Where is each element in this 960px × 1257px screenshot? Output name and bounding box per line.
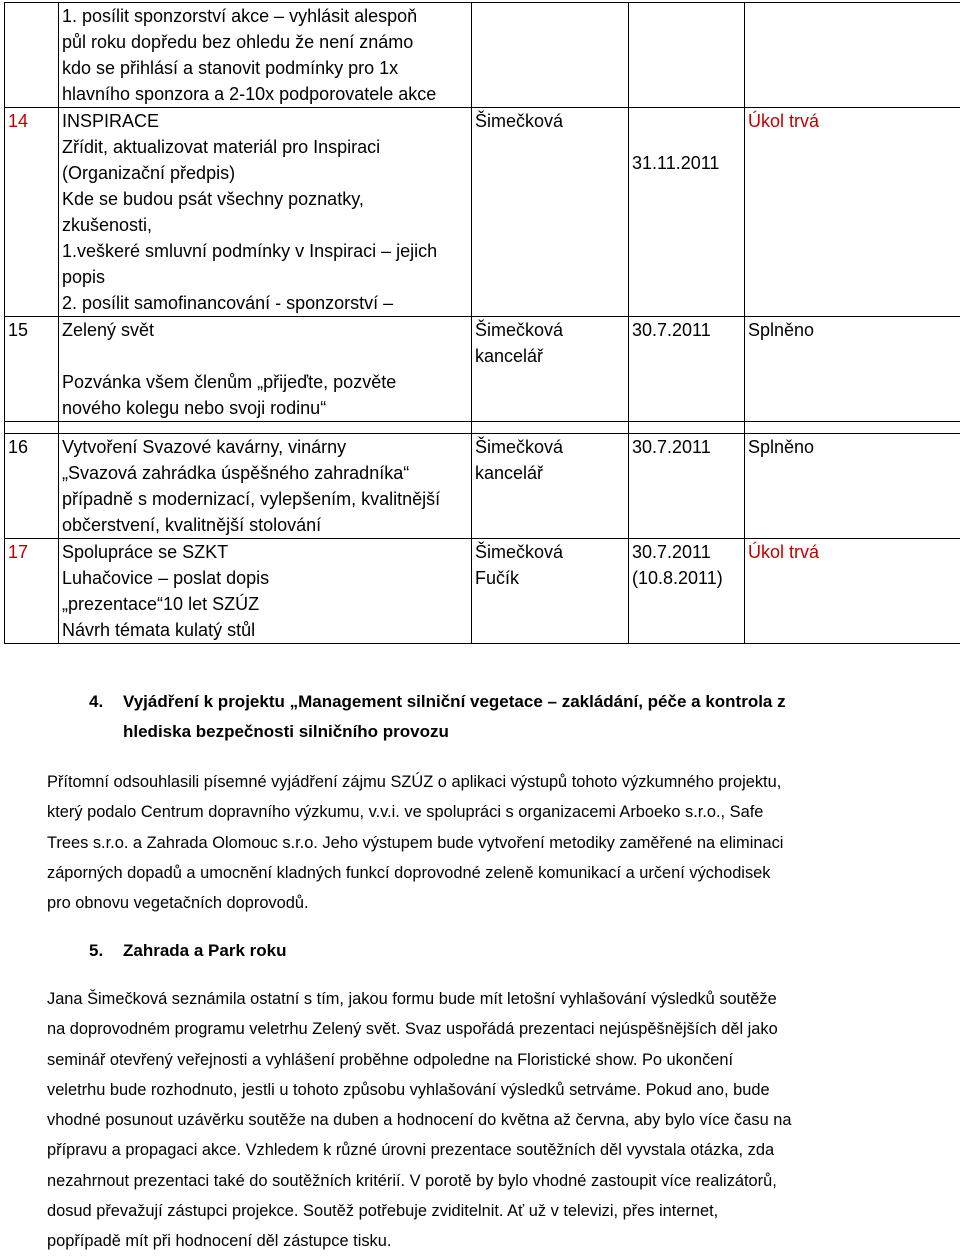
- paragraph-line: Jana Šimečková seznámila ostatní s tím, jakou formu bude mít letošní vyhlašování výsledků soutěže: [47, 984, 913, 1014]
- task-line: nového kolegu nebo svoji rodinu“: [62, 395, 468, 421]
- section-5-title: Zahrada a Park roku: [123, 936, 286, 966]
- table-row: [5, 3, 960, 108]
- task-cell: [59, 434, 472, 539]
- table-row: [5, 434, 960, 539]
- paragraph-line: popřípadě mít při hodnocení děl zástupce tisku.: [47, 1226, 913, 1256]
- task-cell: [59, 108, 472, 317]
- date-cell: [629, 434, 745, 539]
- date-line: 30.7.2011: [632, 539, 741, 565]
- owner-line: Šimečková: [475, 539, 625, 565]
- spacer-cell: [59, 422, 472, 434]
- task-cell: [59, 317, 472, 422]
- owner-cell: [472, 434, 629, 539]
- task-line: Návrh témata kulatý stůl: [62, 617, 468, 643]
- task-cell: [59, 539, 472, 644]
- section-4-number: 4.: [89, 687, 103, 717]
- task-line: Zřídit, aktualizovat materiál pro Inspiraci: [62, 134, 468, 160]
- section-5-paragraph: [47, 984, 913, 1257]
- paragraph-line: který podalo Centrum dopravního výzkumu, v.v.i. ve spolupráci s organizacemi Arboeko s.r.o., Safe: [47, 797, 913, 827]
- owner-cell: [472, 317, 629, 422]
- table-row: [5, 108, 960, 317]
- row-number: 14: [5, 108, 59, 317]
- paragraph-line: Trees s.r.o. a Zahrada Olomouc s.r.o. Jeho výstupem bude vytvoření metodiky zaměřené na eliminaci: [47, 828, 913, 858]
- row-number: 17: [5, 539, 59, 644]
- status-cell: Úkol trvá: [745, 539, 960, 644]
- row-number: [5, 3, 59, 108]
- table-row: [5, 539, 960, 644]
- owner-cell: [472, 3, 629, 108]
- task-line: [62, 343, 468, 369]
- task-line: kdo se přihlásí a stanovit podmínky pro 1x: [62, 55, 468, 81]
- spacer-cell: [745, 422, 960, 434]
- date-line: 30.7.2011: [632, 317, 741, 343]
- task-line: Pozvánka všem členům „přijeďte, pozvěte: [62, 369, 468, 395]
- date-cell: [629, 317, 745, 422]
- section-5-number: 5.: [89, 936, 103, 966]
- table-spacer-row: [5, 422, 960, 434]
- paragraph-line: nezahrnout prezentaci také do soutěžních kritérií. V porotě by bylo vhodné zastoupit více realizátorů,: [47, 1166, 913, 1196]
- status-cell: Splněno: [745, 434, 960, 539]
- table-row: [5, 317, 960, 422]
- date-line: 31.11.2011: [632, 150, 741, 176]
- task-line: Vytvoření Svazové kavárny, vinárny: [62, 434, 468, 460]
- paragraph-line: přípravu a propagaci akce. Vzhledem k různé úrovni prezentace soutěžních děl vyvstala otázka, zda: [47, 1135, 913, 1165]
- task-line: Luhačovice – poslat dopis: [62, 565, 468, 591]
- task-line: zkušenosti,: [62, 212, 468, 238]
- section-4-title-line-1: Vyjádření k projektu „Management silniční vegetace – zakládání, péče a kontrola z: [123, 687, 786, 717]
- spacer-cell: [5, 422, 59, 434]
- task-line: Zelený svět: [62, 317, 468, 343]
- paragraph-line: seminář otevřený veřejnosti a vyhlášení proběhne odpoledne na Floristické show. Po ukončení: [47, 1045, 913, 1075]
- section-4-title-line-2: hlediska bezpečnosti silničního provozu: [123, 717, 786, 747]
- date-cell: [629, 3, 745, 108]
- task-line: „Svazová zahrádka úspěšného zahradníka“: [62, 460, 468, 486]
- spacer-cell: [629, 422, 745, 434]
- status-cell: [745, 3, 960, 108]
- task-line: „prezentace“10 let SZÚZ: [62, 591, 468, 617]
- paragraph-line: vhodné posunout uzávěrku soutěže na duben a hodnocení do května až června, aby bylo více času na: [47, 1105, 913, 1135]
- date-line: (10.8.2011): [632, 565, 741, 591]
- paragraph-line: dosud převažují zástupci projekce. Soutěž potřebuje zviditelnit. Ať už v televizi, přes internet,: [47, 1196, 913, 1226]
- paragraph-line: veletrhu bude rozhodnuto, jestli u tohoto způsobu vyhlašování výsledků setrváme. Pokud ano, bude: [47, 1075, 913, 1105]
- owner-line: Šimečková: [475, 434, 625, 460]
- task-line: půl roku dopředu bez ohledu že není známo: [62, 29, 468, 55]
- task-cell: [59, 3, 472, 108]
- spacer-cell: [472, 422, 629, 434]
- task-line: občerstvení, kvalitnější stolování: [62, 512, 468, 538]
- date-cell: [629, 539, 745, 644]
- section-4-heading: [123, 687, 786, 747]
- row-number: 16: [5, 434, 59, 539]
- task-line: případně s modernizací, vylepšením, kvalitnější: [62, 486, 468, 512]
- task-line: INSPIRACE: [62, 108, 468, 134]
- paragraph-line: záporných dopadů a umocnění kladných funkcí doprovodné zeleně komunikací a určení východisek: [47, 858, 913, 888]
- task-line: hlavního sponzora a 2-10x podporovatele akce: [62, 81, 468, 107]
- status-cell: Splněno: [745, 317, 960, 422]
- owner-line: kancelář: [475, 460, 625, 486]
- task-line: popis: [62, 264, 468, 290]
- owner-line: kancelář: [475, 343, 625, 369]
- task-line: 1. posílit sponzorství akce – vyhlásit alespoň: [62, 3, 468, 29]
- status-cell: Úkol trvá: [745, 108, 960, 317]
- owner-cell: [472, 108, 629, 317]
- task-line: Spolupráce se SZKT: [62, 539, 468, 565]
- owner-line: Šimečková: [475, 108, 625, 134]
- paragraph-line: pro obnovu vegetačních doprovodů.: [47, 888, 913, 918]
- task-line: (Organizační předpis): [62, 160, 468, 186]
- row-number: 15: [5, 317, 59, 422]
- paragraph-line: na doprovodném programu veletrhu Zelený svět. Svaz uspořádá prezentaci nejúspěšnějších děl jako: [47, 1014, 913, 1044]
- section-4-paragraph: [47, 767, 913, 918]
- owner-line: Fučík: [475, 565, 625, 591]
- task-line: 2. posílit samofinancování - sponzorství –: [62, 290, 468, 316]
- owner-cell: [472, 539, 629, 644]
- task-line: 1.veškeré smluvní podmínky v Inspiraci – jejich: [62, 238, 468, 264]
- tasks-table: [4, 2, 960, 644]
- date-line: 30.7.2011: [632, 434, 741, 460]
- owner-line: Šimečková: [475, 317, 625, 343]
- task-line: Kde se budou psát všechny poznatky,: [62, 186, 468, 212]
- section-5-heading: [123, 936, 286, 966]
- paragraph-line: Přítomní odsouhlasili písemné vyjádření zájmu SZÚZ o aplikaci výstupů tohoto výzkumného projektu,: [47, 767, 913, 797]
- date-cell: [629, 108, 745, 317]
